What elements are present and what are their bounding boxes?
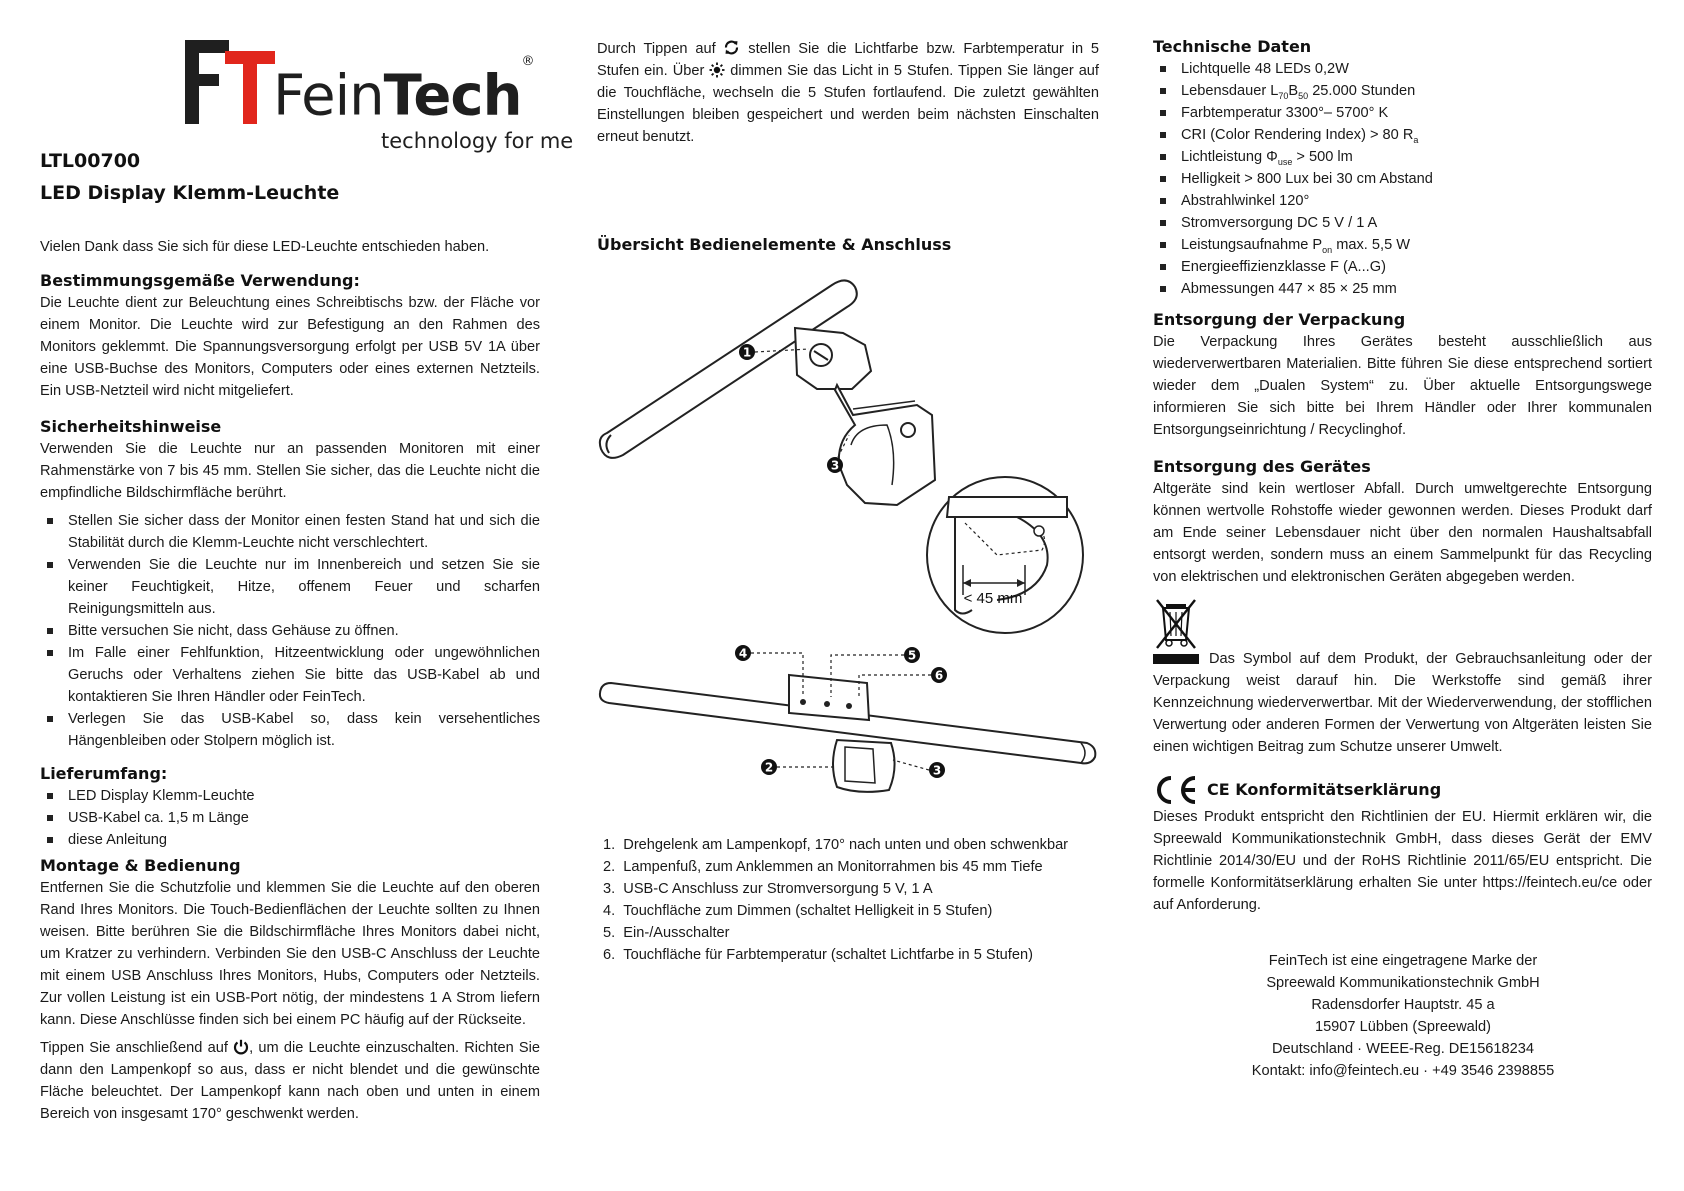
list-item: Verwenden Sie die Leuchte nur im Innenbereich und setzen Sie sie keiner Feuchtigkeit, Hitze, offenem Feuer und scharfen Reinigungsmitteln aus.: [40, 554, 540, 620]
color-temp-text-c: dimmen Sie das Licht in 5 Stufen. Tippen Sie länger auf die Touchfläche, wechseln die 5 Stufen fortlaufend. Die zuletzt gewählten Einstellungen bleiben gespeichert und werden beim nächsten Einschalten erneut benutzt.: [597, 63, 1099, 145]
list-item: [1153, 58, 1652, 80]
mounting-text-2b: , um die Leuchte einzuschalten. Richten Sie dann den Lampenkopf so aus, dass er nicht blendet und die gewünschte Fläche beleuchtet. Der Lampenkopf kann nach oben und unten in einem Bereich von insgesamt 170° geschwenkt werden.: [40, 1040, 540, 1122]
spec-sub: use: [1277, 156, 1293, 167]
item-text: Touchfläche zum Dimmen (schaltet Helligkeit in 5 Stufen): [623, 903, 993, 919]
usage-text: Die Leuchte dient zur Beleuchtung eines Schreibtischs bzw. der Fläche vor einem Monitor. Die Leuchte wird zur Befestigung an den Rahmen des Monitors geklemmt. Die Spannungsversorgung erfolgt per USB 5V 1A über eine USB-Buchse des Monitors, Computers oder eines externen Netzteils. Ein USB-Netzteil wird nicht mitgeliefert.: [40, 295, 540, 399]
callout-label: 1: [742, 345, 752, 360]
spec-text: Abmessungen 447 × 85 × 25 mm: [1181, 281, 1397, 297]
spec-text: Energieeffizienzklasse F (A...G): [1181, 259, 1386, 275]
footer-address: [1193, 950, 1613, 1082]
list-item: [603, 900, 1068, 922]
section-mounting: [40, 855, 540, 1125]
device-disposal-heading: Entsorgung des Gerätes: [1153, 457, 1371, 476]
ce-text: Dieses Produkt entspricht den Richtlinien der EU. Hiermit erklären wir, die Spreewald Kommunikationstechnik GmbH, dass dieses Gerät der EMV Richtlinie 2014/30/EU und der RoHS Richtlinie 2011/65/EU entspricht. Die formelle Konformitätserklärung erhalten Sie unter https://feintech.eu/ce oder auf Anforderung.: [1153, 809, 1652, 913]
item-number: 6.: [603, 947, 616, 963]
item-text: Lampenfuß, zum Anklemmen an Monitorrahmen bis 45 mm Tiefe: [623, 859, 1043, 875]
callout-label: 2: [764, 760, 774, 775]
section-scope: [40, 763, 540, 851]
item-number: 1.: [603, 837, 616, 853]
packaging-heading: Entsorgung der Verpackung: [1153, 310, 1406, 329]
safety-list: [40, 510, 540, 752]
list-item: Stellen Sie sicher dass der Monitor einen festen Stand hat und sich die Stabilität durch die Klemm-Leuchte nicht verschlechtert.: [40, 510, 540, 554]
list-item: [1153, 124, 1652, 146]
overview-heading: Übersicht Bedienelemente & Anschluss: [597, 235, 952, 254]
spec-text: > 500 lm: [1292, 149, 1353, 165]
list-item: [1153, 102, 1652, 124]
footer-line: Deutschland · WEEE-Reg. DE15618234: [1271, 1041, 1535, 1057]
list-item: [603, 944, 1068, 966]
callout-6: [859, 667, 947, 697]
footer-line: Spreewald Kommunikationstechnik GmbH: [1266, 975, 1540, 991]
list-item: [1153, 212, 1652, 234]
list-item: [603, 878, 1068, 900]
list-item: [1153, 80, 1652, 102]
callout-label: 5: [907, 648, 917, 663]
list-item: diese Anleitung: [40, 829, 540, 851]
feintech-logo-mark-icon: [185, 40, 275, 128]
spec-sub: a: [1413, 134, 1419, 145]
clamp-detail: [927, 477, 1083, 633]
mounting-text: Entfernen Sie die Schutzfolie und klemmen Sie die Leuchte auf den oberen Rand Ihres Monitors. Die Touch-Bedienflächen der Leuchte sollten zu Ihnen weisen. Bitte berühren Sie die Bildschirmfläche Ihres Monitors dabei nicht, um Kratzer zu verhindern. Verbinden Sie den USB-C Anschluss der Leuchte mit einem USB Anschluss Ihres Monitors, Hubs, Computers oder Netzteils. Zur vollen Leistung ist ein USB-Port nötig, der mindestens 1 A Strom liefern kann. Diese Anschlüsse finden sich bei einem PC häufig auf der Rückseite.: [40, 880, 540, 1028]
lamp-top-view: [600, 280, 935, 505]
power-icon: [233, 1039, 249, 1055]
parts-list: [603, 834, 1068, 966]
usage-heading: Bestimmungsgemäße Verwendung:: [40, 271, 360, 290]
spec-text: Lebensdauer L: [1181, 83, 1279, 99]
ce-mark-icon: [1153, 775, 1201, 805]
cycle-icon: [723, 39, 740, 56]
mounting-text-2a: Tippen Sie anschließend auf: [40, 1040, 228, 1056]
section-usage: [40, 270, 540, 402]
section-device-disposal: [1153, 456, 1652, 588]
device-disposal-text: Altgeräte sind kein wertloser Abfall. Durch umweltgerechte Entsorgung können wertvolle Rohstoffe wieder gewonnen werden. Dieses Produkt darf am Ende seiner Lebensdauer nicht über den normalen Haushaltsabfall entsorgt werden, sondern muss an einem Sammelpunkt für das Recycling von elektrischen und elektronischen Geräten abgegeben werden.: [1153, 481, 1652, 585]
product-code: LTL00700: [40, 150, 141, 172]
list-item: [1153, 190, 1652, 212]
section-ce: [1153, 774, 1652, 916]
product-title: LED Display Klemm-Leuchte: [40, 182, 340, 204]
color-temp-text-b: stellen Sie die Lichtfarbe bzw. Farbtemperatur in 5 Stufen ein. Über: [597, 41, 1099, 79]
dimension-label: < 45 mm: [963, 590, 1023, 607]
spec-text: Abstrahlwinkel 120°: [1181, 193, 1310, 209]
spec-text: Lichtleistung Φ: [1181, 149, 1278, 165]
item-number: 2.: [603, 859, 616, 875]
packaging-text: Die Verpackung Ihres Gerätes besteht ausschließlich aus wiederverwertbaren Materialien. Bitte führen Sie diese entsprechend sortiert wieder dem „Dualen System“ zu. Über aktuelle Entsorgungswege informieren Sie sich bitte bei Ihrem Händler oder Ihrer kommunalen Entsorgungseinrichtung / Recyclinghof.: [1153, 334, 1652, 438]
symbol-text: Das Symbol auf dem Produkt, der Gebrauchsanleitung oder der Verpackung weist darauf hin. Die Werkstoffe sind gemäß ihrer Kennzeichnung wiederverwertbar. Mit der Wiederverwendung, der stofflichen Verwertung oder anderen Formen der Verwertung von Altgeräten leisten Sie einen wichtigen Beitrag zum Schutze unserer Umwelt.: [1153, 651, 1652, 755]
brand-wordmark: [273, 54, 534, 129]
list-item: [1153, 256, 1652, 278]
callout-label: 4: [738, 646, 748, 661]
footer-line: Radensdorfer Hauptstr. 45 a: [1311, 997, 1495, 1013]
list-item: USB-Kabel ca. 1,5 m Länge: [40, 807, 540, 829]
scope-heading: Lieferumfang:: [40, 764, 168, 783]
list-item: [603, 922, 1068, 944]
spec-text: Helligkeit > 800 Lux bei 30 cm Abstand: [1181, 171, 1433, 187]
color-temp-text: [597, 38, 1099, 148]
sun-icon: [709, 62, 725, 78]
list-item: [1153, 234, 1652, 256]
spec-sub: on: [1322, 244, 1333, 255]
brand-tagline: technology for me: [381, 129, 574, 153]
item-number: 3.: [603, 881, 616, 897]
list-item: [1153, 168, 1652, 190]
callout-label: 3: [830, 458, 840, 473]
spec-sub: 70: [1278, 90, 1289, 101]
footer-line: 15907 Lübben (Spreewald): [1314, 1019, 1492, 1035]
tech-heading: Technische Daten: [1153, 37, 1312, 56]
spec-sub: 50: [1298, 90, 1309, 101]
spec-text: Leistungsaufnahme P: [1181, 237, 1323, 253]
lamp-front-view: [600, 675, 1095, 792]
list-item: Im Falle einer Fehlfunktion, Hitzeentwicklung oder ungewöhnlichen Geruchs oder Verhaltens ziehen Sie bitte das USB-Kabel ab und kontaktieren Sie Ihren Händler oder FeinTech.: [40, 642, 540, 708]
list-item: LED Display Klemm-Leuchte: [40, 785, 540, 807]
intro-text: Vielen Dank dass Sie sich für diese LED-Leuchte entschieden haben.: [40, 239, 490, 255]
item-number: 4.: [603, 903, 616, 919]
item-text: Ein-/Ausschalter: [623, 925, 730, 941]
footer-line: Kontakt: info@feintech.eu · +49 3546 2398855: [1251, 1063, 1555, 1079]
spec-text: 25.000 Stunden: [1308, 83, 1416, 99]
callout-label: 6: [934, 668, 944, 683]
callout-label: 3: [932, 763, 942, 778]
safety-heading: Sicherheitshinweise: [40, 417, 222, 436]
brand-logo: [185, 38, 574, 158]
list-item: [1153, 146, 1652, 168]
list-item: [603, 856, 1068, 878]
footer-line: FeinTech ist eine eingetragene Marke der: [1268, 953, 1538, 969]
list-item: [1153, 278, 1652, 300]
safety-text: Verwenden Sie die Leuchte nur an passenden Monitoren mit einer Rahmenstärke von 7 bis 45 mm. Stellen Sie sicher, das die Leuchte nicht die empfindliche Bildschirmfläche berührt.: [40, 441, 540, 501]
spec-text: Stromversorgung DC 5 V / 1 A: [1181, 215, 1378, 231]
spec-text: Farbtemperatur 3300°– 5700° K: [1181, 105, 1389, 121]
spec-text: B: [1288, 83, 1299, 99]
item-number: 5.: [603, 925, 616, 941]
spec-text: Lichtquelle 48 LEDs 0,2W: [1181, 61, 1349, 77]
tech-list: [1153, 58, 1652, 300]
lamp-illustration: [597, 265, 1099, 805]
item-text: USB-C Anschluss zur Stromversorgung 5 V, 1 A: [623, 881, 933, 897]
item-text: Touchfläche für Farbtemperatur (schaltet Lichtfarbe in 5 Stufen): [623, 947, 1033, 963]
brand-name-part2: Tech: [383, 63, 522, 129]
mounting-heading: Montage & Bedienung: [40, 856, 241, 875]
brand-name-part1: Fein: [273, 63, 384, 129]
section-packaging: [1153, 309, 1652, 441]
mounting-text-2: [40, 1037, 540, 1125]
section-tech: [1153, 36, 1652, 300]
callout-2: [761, 759, 837, 775]
section-safety: [40, 416, 540, 752]
list-item: Bitte versuchen Sie nicht, dass Gehäuse zu öffnen.: [40, 620, 540, 642]
spec-text: max. 5,5 W: [1332, 237, 1411, 253]
list-item: [603, 834, 1068, 856]
item-text: Drehgelenk am Lampenkopf, 170° nach unten und oben schwenkbar: [623, 837, 1069, 853]
spec-text: CRI (Color Rendering Index) > 80 R: [1181, 127, 1414, 143]
list-item: Verlegen Sie das USB-Kabel so, dass kein versehentliches Hängenbleiben oder Stolpern möglich ist.: [40, 708, 540, 752]
ce-heading: CE Konformitätserklärung: [1207, 780, 1442, 799]
callout-3-bottom: [893, 760, 945, 778]
scope-list: [40, 785, 540, 851]
registered-mark: ®: [521, 54, 534, 69]
color-temp-text-a: Durch Tippen auf: [597, 41, 716, 57]
